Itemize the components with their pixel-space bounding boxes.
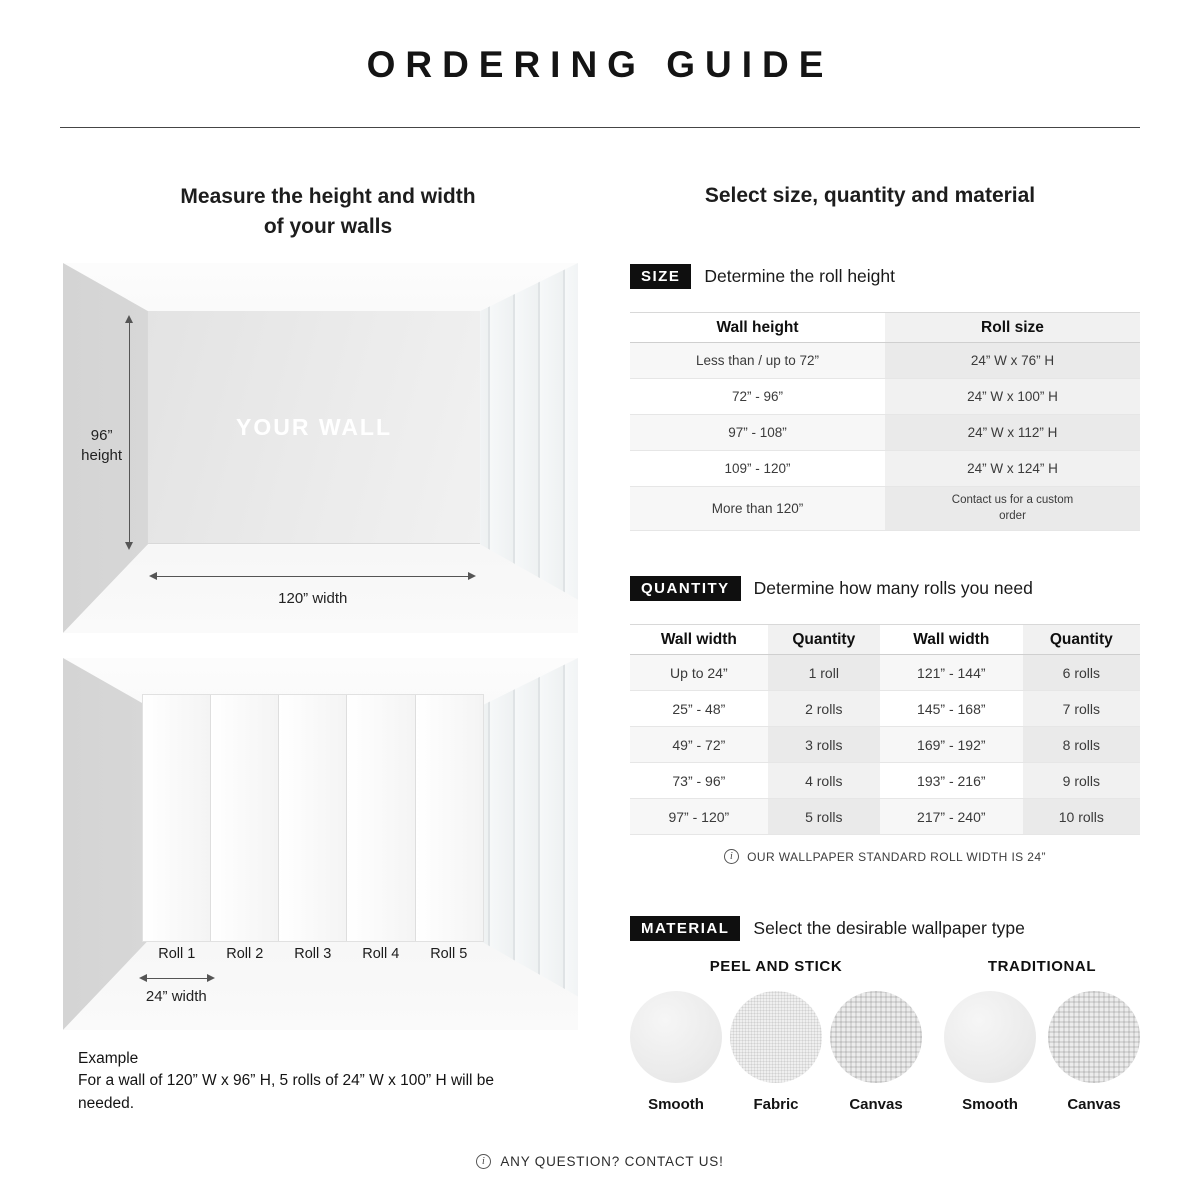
- material-swatch-canvas: [830, 991, 922, 1113]
- quantity-table-row: [630, 763, 1140, 799]
- size-badge: SIZE: [630, 264, 691, 289]
- column-header-wall-width: Wall width: [913, 630, 990, 648]
- quantity-table-row: [630, 655, 1140, 691]
- contact-footer-text: ANY QUESTION? CONTACT US!: [500, 1154, 724, 1169]
- column-header-roll-size: Roll size: [885, 313, 1140, 342]
- roll-width-label: 24” width: [145, 987, 207, 1005]
- roll-width-arrow: [143, 978, 211, 979]
- quantity-cell: 3 rolls: [768, 727, 880, 762]
- roll-label: Roll 3: [294, 946, 332, 963]
- wall-height-cell: 72” - 96”: [731, 389, 784, 404]
- wall-height-label: [71, 426, 133, 467]
- column-header-wall-width: Wall width: [660, 630, 737, 648]
- select-heading: Select size, quantity and material: [704, 184, 1036, 207]
- wall-height-value: 96”: [90, 426, 113, 444]
- quantity-cell: 9 rolls: [1023, 763, 1140, 798]
- roll-size-cell: [885, 487, 1140, 530]
- material-section-header: [630, 916, 1025, 941]
- roll-label: Roll 4: [362, 946, 400, 963]
- roll-panel: [416, 695, 483, 941]
- quantity-cell: 2 rolls: [768, 691, 880, 726]
- swatch-label: Canvas: [1067, 1096, 1121, 1113]
- roll-panel: [279, 695, 347, 941]
- example-block: [78, 1048, 528, 1115]
- wall-width-cell: 217” - 240”: [880, 799, 1023, 834]
- page-title: ORDERING GUIDE: [366, 44, 834, 85]
- roll-panel: [347, 695, 415, 941]
- measure-heading: [68, 182, 588, 242]
- wall-width-cell: 121” - 144”: [880, 655, 1023, 690]
- quantity-cell: 5 rolls: [768, 799, 880, 834]
- material-swatch-smooth: [630, 991, 722, 1113]
- size-table-row: [630, 379, 1140, 415]
- material-swatch-canvas: [1048, 991, 1140, 1113]
- smooth-texture-swatch: [944, 991, 1036, 1083]
- quantity-table-row: [630, 691, 1140, 727]
- measure-heading-line2: of your walls: [263, 214, 393, 238]
- material-swatch-fabric: [730, 991, 822, 1113]
- standard-roll-width-text: OUR WALLPAPER STANDARD ROLL WIDTH IS 24”: [747, 849, 1046, 864]
- room-illustration-your-wall: [63, 263, 578, 633]
- swatch-label: Smooth: [648, 1096, 704, 1113]
- quantity-cell: 6 rolls: [1023, 655, 1140, 690]
- roll-panel: [211, 695, 279, 941]
- measure-heading-line1: Measure the height and width: [180, 185, 476, 208]
- material-group-title: TRADITIONAL: [987, 958, 1097, 975]
- roll-label: Roll 5: [430, 946, 468, 963]
- size-subtitle: Determine the roll height: [704, 266, 895, 286]
- size-table-row: [630, 343, 1140, 379]
- size-table-row: [630, 451, 1140, 487]
- wall-height-cell: 97” - 108”: [630, 415, 885, 450]
- roll-label: Roll 1: [158, 946, 196, 963]
- canvas-texture-swatch: [1048, 991, 1140, 1083]
- info-icon: i: [724, 849, 739, 864]
- contact-footer: [0, 1154, 1200, 1169]
- swatch-row: [944, 991, 1140, 1113]
- wall-width-cell: 25” - 48”: [672, 700, 726, 717]
- quantity-cell: 4 rolls: [768, 763, 880, 798]
- size-section-header: [630, 264, 895, 289]
- quantity-table-row: [630, 799, 1140, 835]
- roll-label: Roll 2: [226, 946, 264, 963]
- canvas-texture-swatch: [830, 991, 922, 1083]
- quantity-section-header: [630, 576, 1033, 601]
- wall-height-cell: 109” - 120”: [724, 461, 791, 476]
- roll-panel: [143, 695, 211, 941]
- wall-width-cell: 145” - 168”: [917, 700, 986, 717]
- material-badge: MATERIAL: [630, 916, 740, 941]
- fabric-texture-swatch: [730, 991, 822, 1083]
- wall-height-cell: Less than / up to 72”: [630, 343, 885, 378]
- width-dimension-arrow: [153, 576, 472, 577]
- size-table-row: [630, 415, 1140, 451]
- size-table-header-row: [630, 313, 1140, 343]
- wall-width-cell: Up to 24”: [630, 655, 768, 690]
- size-table-row: [630, 487, 1140, 531]
- your-wall-label: YOUR WALL: [236, 414, 393, 441]
- example-title: Example: [78, 1050, 139, 1067]
- quantity-table-header-row: [630, 625, 1140, 655]
- wall-width-cell: 193” - 216”: [917, 772, 986, 789]
- quantity-badge: QUANTITY: [630, 576, 741, 601]
- quantity-cell: 8 rolls: [1023, 727, 1140, 762]
- swatch-label: Smooth: [962, 1096, 1018, 1113]
- room-illustration-rolls: [63, 658, 578, 1030]
- quantity-cell: 7 rolls: [1023, 691, 1140, 726]
- info-icon: i: [476, 1154, 491, 1169]
- wall-height-cell: More than 120”: [630, 487, 885, 530]
- quantity-table: [630, 624, 1140, 835]
- column-header-quantity: Quantity: [768, 625, 880, 654]
- material-swatch-smooth: [944, 991, 1036, 1113]
- custom-order-note: Contact us for a custom order: [951, 493, 1074, 522]
- roll-size-cell: 24” W x 112” H: [885, 415, 1140, 450]
- material-group-traditional: [944, 958, 1140, 1113]
- wall-width-cell: 169” - 192”: [880, 727, 1023, 762]
- roll-size-cell: 24” W x 76” H: [885, 343, 1140, 378]
- quantity-table-row: [630, 727, 1140, 763]
- roll-size-cell: 24” W x 124” H: [885, 451, 1140, 486]
- wall-width-cell: 73” - 96”: [672, 772, 726, 789]
- quantity-cell: 1 roll: [768, 655, 880, 690]
- material-group-peel-and-stick: [630, 958, 922, 1113]
- smooth-texture-swatch: [630, 991, 722, 1083]
- wall-width-cell: 97” - 120”: [630, 799, 768, 834]
- standard-roll-width-note: [630, 849, 1140, 864]
- quantity-cell: 10 rolls: [1023, 799, 1140, 834]
- material-subtitle: Select the desirable wallpaper type: [753, 918, 1025, 938]
- divider: [60, 127, 1140, 128]
- column-header-quantity: Quantity: [1023, 625, 1140, 654]
- wallpaper-roll-panels: [143, 695, 483, 941]
- swatch-label: Fabric: [753, 1096, 799, 1113]
- quantity-subtitle: Determine how many rolls you need: [753, 578, 1033, 598]
- column-header-wall-height: Wall height: [716, 318, 799, 336]
- swatch-label: Canvas: [849, 1096, 903, 1113]
- material-group-title: PEEL AND STICK: [709, 958, 843, 975]
- example-body: For a wall of 120” W x 96” H, 5 rolls of 24” W x 100” H will be needed.: [78, 1072, 495, 1112]
- size-table: [630, 312, 1140, 531]
- wall-width-label: 120” width: [278, 590, 348, 608]
- wall-width-cell: 49” - 72”: [630, 727, 768, 762]
- swatch-row: [630, 991, 922, 1113]
- roll-labels: [143, 946, 483, 962]
- roll-size-cell: 24” W x 100” H: [885, 379, 1140, 414]
- wall-height-word: height: [81, 447, 123, 465]
